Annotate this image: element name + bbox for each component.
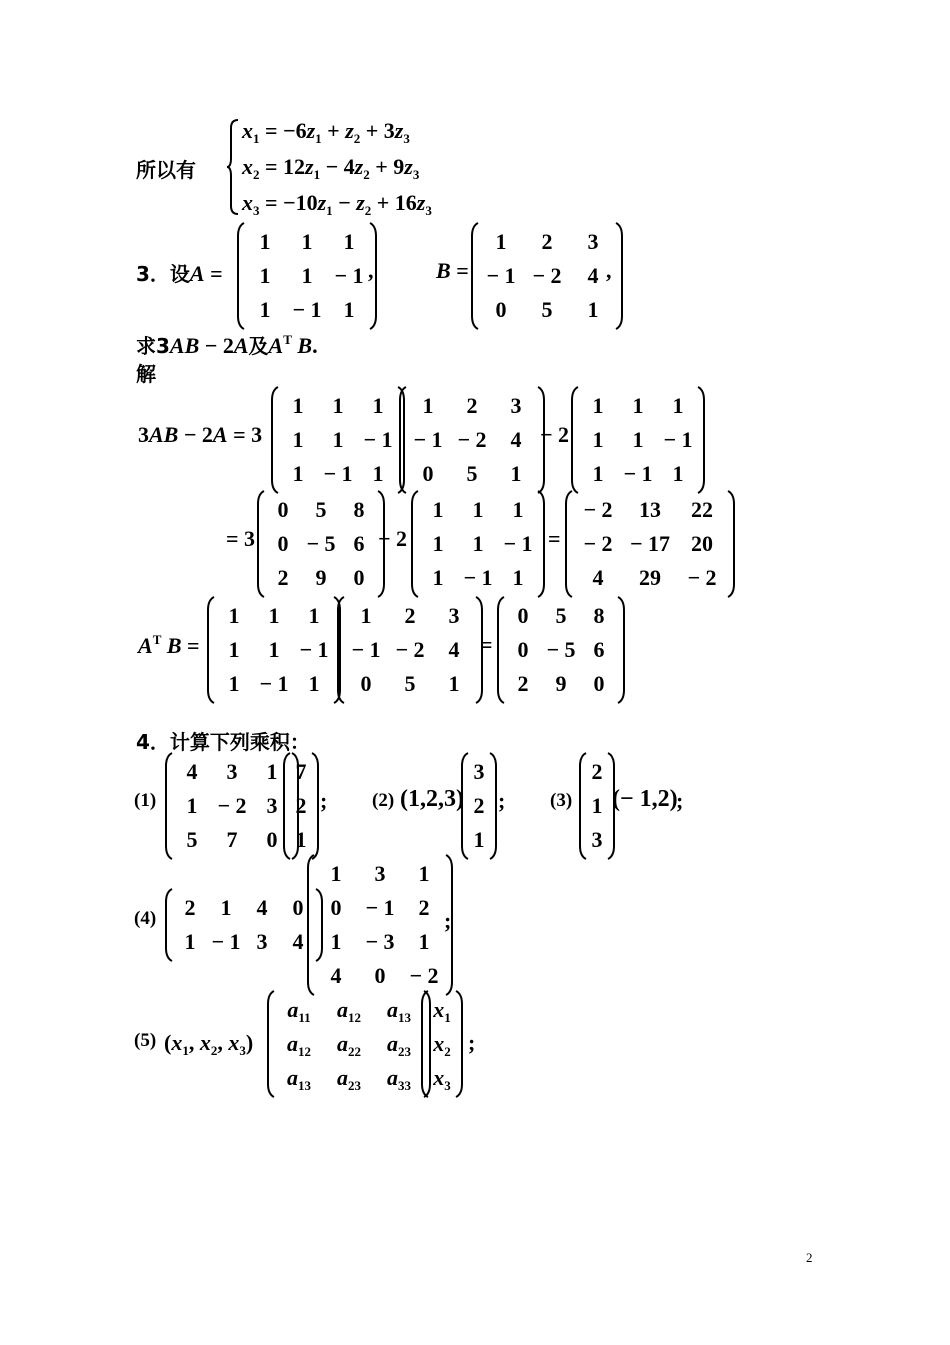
matrix-cell: 9	[555, 671, 567, 696]
matrix-cell: 1	[632, 427, 644, 452]
matrix-cell: 7	[295, 759, 307, 784]
matrix-cell: 3	[587, 229, 599, 254]
matrix-cell: 1	[259, 297, 271, 322]
A: A	[212, 422, 228, 447]
matrix-cell: 3	[266, 793, 278, 818]
solution-label: 解	[136, 362, 156, 386]
matrix-cell: 0	[593, 671, 605, 696]
equation-token: + 3	[360, 118, 395, 143]
semicolon: ;	[468, 1030, 476, 1055]
matrix-cell: 1	[308, 671, 320, 696]
matrix-cell: 3	[374, 861, 386, 886]
equation-token: z	[345, 118, 354, 143]
A: A	[138, 633, 153, 658]
row-vector-token: 2	[210, 1043, 218, 1058]
matrix-cell: 0	[374, 963, 386, 988]
matrix-cell: − 2	[217, 793, 247, 818]
matrix-cell: 4	[448, 637, 460, 662]
matrix-cell: 3	[226, 759, 238, 784]
matrix-cell: 20	[691, 531, 713, 556]
matrix-cell: 1	[422, 393, 434, 418]
B: B	[161, 633, 182, 658]
matrix-cell: − 1	[351, 637, 381, 662]
matrix-cell: − 1	[299, 637, 329, 662]
matrix-cell: 0	[495, 297, 507, 322]
matrix-cell: $a_{12}$	[287, 1031, 311, 1059]
semicolon: ;	[320, 788, 328, 813]
matrix-cell: 2	[295, 793, 307, 818]
matrix-cell: $x_1$	[433, 997, 451, 1025]
semicolon: ;	[498, 788, 506, 813]
matrix-cell: 1	[632, 393, 644, 418]
p2-row-vector: (1,2,3)	[400, 786, 464, 812]
matrix-cell: 2	[517, 671, 529, 696]
matrix-cell: 0	[353, 565, 365, 590]
comma: ,	[606, 258, 612, 283]
equation-token: 3	[425, 203, 432, 218]
p3-label: (3)	[550, 790, 573, 811]
matrix-cell: 13	[639, 497, 661, 522]
calc1-minus2: − 2	[540, 422, 570, 447]
matrix-cell: 8	[353, 497, 365, 522]
matrix-cell: 1	[292, 427, 304, 452]
equation-token: z	[404, 154, 413, 179]
matrix-cell: − 1	[503, 531, 533, 556]
matrix-cell: 1	[301, 229, 313, 254]
row-vector-token: 3	[239, 1043, 246, 1058]
row-vector-token: )	[245, 1030, 254, 1055]
matrix-cell: 4	[186, 759, 198, 784]
matrix-cell: 1	[672, 461, 684, 486]
task-AT: A	[268, 333, 284, 358]
equation-token: 1	[326, 203, 333, 218]
matrix-cell: 0	[292, 895, 304, 920]
p1-matrix	[164, 752, 300, 860]
equation-token: z	[394, 118, 404, 143]
task-B: B	[291, 333, 313, 358]
equation-token: 1	[313, 167, 321, 182]
equation-token: 2	[353, 131, 361, 146]
matrix-cell: − 17	[629, 531, 671, 556]
matrix-cell: 1	[330, 929, 342, 954]
calc3-lhs	[138, 632, 200, 659]
equation-token: +	[321, 118, 346, 143]
equation-token: z	[354, 154, 364, 179]
matrix-cell: 2	[541, 229, 553, 254]
matrix-cell: $x_3$	[433, 1065, 451, 1093]
equation-token: 1	[315, 131, 322, 146]
p5-vector	[420, 990, 464, 1098]
task-minus: − 2	[199, 333, 234, 358]
equation-line	[242, 190, 432, 219]
p1-label: (1)	[134, 790, 157, 811]
equation-line	[242, 118, 410, 147]
equation-token: 3	[253, 203, 260, 218]
matrix-cell: $a_{12}$	[337, 997, 361, 1025]
matrix-cell: 3	[448, 603, 460, 628]
matrix-cell: 1	[672, 393, 684, 418]
comma: ,	[368, 258, 374, 283]
matrix-cell: 0	[422, 461, 434, 486]
equation-token: z	[416, 190, 426, 215]
matrix-cell: − 5	[306, 531, 336, 556]
p3-vector	[578, 752, 616, 860]
matrix-cell: 4	[587, 263, 599, 288]
matrix-cell: 1	[259, 263, 271, 288]
matrix-cell: 1	[228, 603, 240, 628]
row-vector-token: (	[164, 1030, 172, 1055]
equation-token: = −10	[259, 190, 318, 215]
equals-sign: =	[450, 258, 469, 283]
matrix-cell: 0	[266, 827, 278, 852]
equation-token: z	[306, 118, 316, 143]
matrix-cell: − 1	[365, 895, 395, 920]
equation-token: = −6	[259, 118, 307, 143]
matrix-cell: 1	[292, 461, 304, 486]
problem4-title: 4．计算下列乘积：	[136, 730, 310, 754]
matrix-cell: 2	[418, 895, 430, 920]
calc2-matrix-1	[256, 490, 386, 598]
equation-token: + 9	[369, 154, 405, 179]
matrix-cell: 1	[472, 531, 484, 556]
matrix-cell: $a_{11}$	[287, 997, 311, 1025]
matrix-cell: − 2	[457, 427, 487, 452]
matrix-cell: − 1	[211, 929, 241, 954]
problem3-label: 3．设	[136, 262, 190, 286]
calc1-lhs	[138, 422, 262, 448]
page-number: 2	[806, 1250, 813, 1265]
row-vector-token: x	[228, 1030, 240, 1055]
eq: =	[181, 633, 200, 658]
matrix-cell: − 3	[365, 929, 395, 954]
matrix-cell: − 2	[409, 963, 439, 988]
matrix-B-lhs	[436, 258, 469, 284]
eq3: = 3	[227, 422, 263, 447]
matrix-cell: $a_{23}$	[337, 1065, 361, 1093]
matrix-cell: 1	[592, 461, 604, 486]
matrix-cell: 3	[591, 827, 603, 852]
equation-token: 3	[403, 131, 410, 146]
matrix-cell: 2	[591, 759, 603, 784]
matrix-cell: 1	[418, 861, 430, 886]
calc2-minus2: − 2	[378, 526, 408, 551]
transpose-T: T	[283, 332, 292, 347]
matrix-cell: − 1	[259, 671, 289, 696]
calc2-matrix-2	[410, 490, 546, 598]
equation-token: 2	[363, 167, 370, 182]
matrix-cell: 1	[360, 603, 372, 628]
matrix-cell: 0	[330, 895, 342, 920]
equation-token: 3	[412, 167, 420, 182]
matrix-cell: 1	[512, 565, 524, 590]
matrix-cell: 1	[266, 759, 278, 784]
task-and: 及	[248, 334, 269, 358]
matrix-cell: 1	[343, 297, 355, 322]
minus2: − 2	[178, 422, 213, 447]
matrix-cell: $x_2$	[433, 1031, 451, 1059]
matrix-cell: 1	[259, 229, 271, 254]
matrix-cell: − 1	[323, 461, 353, 486]
matrix-cell: − 1	[486, 263, 516, 288]
row-vector-token: x	[199, 1030, 211, 1055]
matrix-cell: 9	[315, 565, 327, 590]
calc1-matrix-2	[398, 386, 546, 494]
matrix-cell: 4	[256, 895, 268, 920]
equation-token: = 12	[259, 154, 306, 179]
matrix-B	[470, 222, 624, 330]
matrix-cell: 1	[432, 497, 444, 522]
matrix-cell: 1	[418, 929, 430, 954]
matrix-cell: $a_{23}$	[387, 1031, 411, 1059]
matrix-cell: 1	[228, 637, 240, 662]
matrix-cell: $a_{22}$	[337, 1031, 361, 1059]
matrix-cell: − 1	[292, 297, 322, 322]
matrix-cell: 1	[332, 427, 344, 452]
matrix-cell: 1	[332, 393, 344, 418]
matrix-cell: 1	[301, 263, 313, 288]
matrix-cell: 1	[372, 461, 384, 486]
matrix-cell: 1	[473, 827, 485, 852]
calc2-matrix-3	[564, 490, 736, 598]
task-prefix: 求3	[136, 334, 170, 358]
matrix-cell: 1	[592, 427, 604, 452]
matrix-cell: $a_{13}$	[287, 1065, 311, 1093]
matrix-cell: 1	[292, 393, 304, 418]
matrix-cell: 1	[472, 497, 484, 522]
task-A: A	[233, 333, 249, 358]
calc1-matrix-3	[570, 386, 706, 494]
matrix-cell: 0	[277, 497, 289, 522]
matrix-cell: 5	[541, 297, 553, 322]
equation-token: + 16	[371, 190, 417, 215]
matrix-cell: − 2	[395, 637, 425, 662]
matrix-cell: 5	[404, 671, 416, 696]
equation-line	[242, 154, 419, 183]
calc3-matrix-3	[496, 596, 626, 704]
calc3-eq: =	[480, 632, 493, 657]
matrix-cell: 4	[330, 963, 342, 988]
matrix-cell: − 1	[363, 427, 393, 452]
matrix-cell: 5	[315, 497, 327, 522]
calc3-matrix-1	[206, 596, 342, 704]
calc1-matrix-1	[270, 386, 406, 494]
equation-token: 1	[253, 131, 260, 146]
problem3-heading	[136, 258, 223, 287]
p5-label: (5)	[134, 1030, 157, 1051]
matrix-cell: 5	[555, 603, 567, 628]
matrix-cell: − 1	[413, 427, 443, 452]
matrix-cell: 1	[448, 671, 460, 696]
matrix-cell: − 2	[687, 565, 717, 590]
matrix-cell: 2	[466, 393, 478, 418]
matrix-cell: 4	[592, 565, 604, 590]
matrix-cell: 6	[353, 531, 365, 556]
p4-label: (4)	[134, 908, 157, 929]
matrix-cell: 1	[295, 827, 307, 852]
p3-row-vector: (− 1,2)	[612, 786, 678, 812]
matrix-cell: 1	[184, 929, 196, 954]
matrix-cell: 2	[277, 565, 289, 590]
matrix-cell: 1	[510, 461, 522, 486]
problem3-task	[136, 330, 318, 359]
calc2-eq: =	[548, 526, 561, 551]
matrix-cell: 7	[226, 827, 238, 852]
matrix-cell: 1	[228, 671, 240, 696]
matrix-cell: 3	[510, 393, 522, 418]
matrix-cell: 6	[593, 637, 605, 662]
AB: AB	[149, 422, 179, 447]
matrix-cell: 4	[510, 427, 522, 452]
matrix-cell: − 2	[532, 263, 562, 288]
matrix-cell: 2	[404, 603, 416, 628]
matrix-cell: 1	[220, 895, 232, 920]
equation-token: − 4	[320, 154, 355, 179]
p1-vector	[282, 752, 320, 860]
equation-token: 2	[364, 203, 372, 218]
matrix-cell: 1	[343, 229, 355, 254]
matrix-cell: 5	[186, 827, 198, 852]
matrix-cell: 0	[360, 671, 372, 696]
calc2-eq3: = 3	[226, 526, 256, 551]
row-vector-token: ,	[217, 1030, 229, 1055]
equation-token: x	[242, 154, 253, 179]
equation-token: x	[242, 118, 253, 143]
matrix-cell: 1	[268, 603, 280, 628]
matrix-B-name: B	[436, 258, 451, 283]
matrix-cell: 0	[277, 531, 289, 556]
equation-token: z	[317, 190, 327, 215]
row-vector-token: x	[171, 1030, 183, 1055]
matrix-cell: 22	[691, 497, 713, 522]
transpose-T: T	[152, 632, 162, 647]
matrix-cell: 1	[591, 793, 603, 818]
matrix-cell: 1	[268, 637, 280, 662]
matrix-cell: 29	[639, 565, 661, 590]
task-end: .	[312, 333, 318, 358]
row-vector-token: ,	[188, 1030, 200, 1055]
p5-row-vector	[164, 1030, 253, 1059]
matrix-cell: 1	[308, 603, 320, 628]
semicolon: ;	[676, 788, 684, 813]
matrix-cell: 2	[184, 895, 196, 920]
matrix-cell: 1	[330, 861, 342, 886]
matrix-cell: − 2	[583, 497, 613, 522]
p4-matrix-2	[306, 854, 454, 996]
matrix-cell: 3	[256, 929, 268, 954]
semicolon: ;	[444, 908, 452, 933]
matrix-cell: 0	[517, 603, 529, 628]
matrix-A-name: A	[189, 261, 205, 286]
left-brace	[226, 118, 240, 221]
matrix-cell: 1	[432, 565, 444, 590]
matrix-cell: 1	[495, 229, 507, 254]
matrix-cell: − 1	[463, 565, 493, 590]
matrix-cell: $a_{13}$	[387, 997, 411, 1025]
p4-matrix	[164, 888, 324, 962]
matrix-cell: 1	[587, 297, 599, 322]
matrix-cell: 8	[593, 603, 605, 628]
p2-label: (2)	[372, 790, 395, 811]
equation-token: z	[305, 154, 314, 179]
matrix-cell: 1	[592, 393, 604, 418]
task-AB: AB	[169, 333, 200, 358]
system-lead-text: 所以有	[136, 158, 196, 182]
equation-token: z	[356, 190, 365, 215]
equation-token: −	[332, 190, 357, 215]
matrix-cell: 2	[473, 793, 485, 818]
matrix-A	[236, 222, 378, 330]
matrix-cell: 1	[432, 531, 444, 556]
matrix-cell: 5	[466, 461, 478, 486]
equation-token: 2	[253, 167, 260, 182]
matrix-cell: $a_{33}$	[387, 1065, 411, 1093]
p5-matrix	[266, 990, 432, 1098]
matrix-cell: 4	[292, 929, 304, 954]
matrix-cell: − 1	[334, 263, 364, 288]
equation-token: x	[242, 190, 253, 215]
matrix-cell: 3	[473, 759, 485, 784]
matrix-cell: 1	[186, 793, 198, 818]
matrix-cell: − 2	[583, 531, 613, 556]
matrix-cell: 1	[512, 497, 524, 522]
coef: 3	[138, 422, 149, 447]
matrix-cell: − 1	[623, 461, 653, 486]
matrix-cell: 1	[372, 393, 384, 418]
p2-vector	[460, 752, 498, 860]
calc3-matrix-2	[336, 596, 484, 704]
matrix-cell: − 5	[546, 637, 576, 662]
matrix-cell: − 1	[663, 427, 693, 452]
equals-sign: =	[204, 261, 223, 286]
row-vector-token: 1	[182, 1043, 189, 1058]
matrix-cell: 0	[517, 637, 529, 662]
